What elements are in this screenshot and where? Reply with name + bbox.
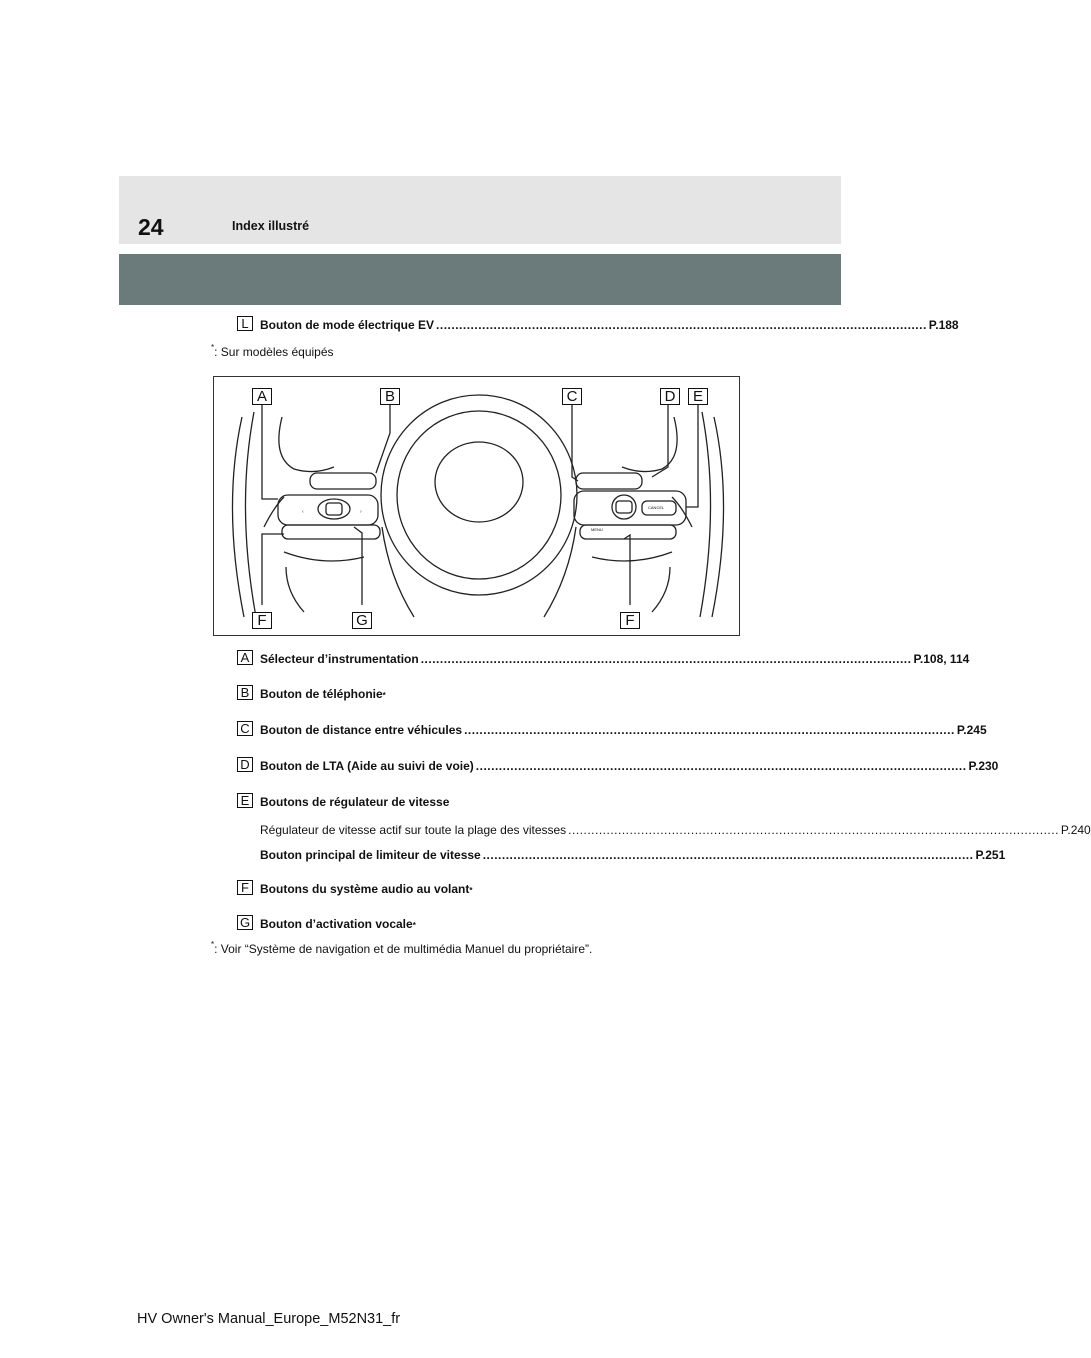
leader-dots: ................................................................................................................................ bbox=[420, 652, 912, 666]
right-arrow-glyph: › bbox=[360, 509, 362, 515]
entry-b: Bouton de téléphonie * bbox=[260, 687, 386, 701]
page-ref: P.108, 114 bbox=[913, 652, 970, 666]
figure-label-f-right: F bbox=[620, 612, 640, 629]
footnote-text: : Sur modèles équipés bbox=[214, 345, 334, 359]
section-title: Index illustré bbox=[232, 219, 310, 233]
letter-box-g: G bbox=[237, 915, 253, 930]
entry-a bbox=[260, 652, 970, 666]
left-arrow-glyph: ‹ bbox=[302, 509, 304, 515]
page-ref: P.188 bbox=[928, 318, 959, 332]
entry-g: Bouton d’activation vocale * bbox=[260, 917, 416, 931]
entry-label: Bouton de mode électrique EV bbox=[260, 318, 435, 332]
leader-dots: ................................................................................................................................ bbox=[464, 723, 955, 737]
letter-box-c: C bbox=[237, 721, 253, 736]
leader-dots: ................................................................................................................................ bbox=[475, 759, 967, 773]
leader-dots: ................................................................................................................................ bbox=[482, 848, 974, 862]
footnote-mark: * bbox=[211, 343, 215, 352]
entry-l bbox=[260, 318, 959, 332]
figure-label-e: E bbox=[688, 388, 708, 405]
letter-box-b: B bbox=[237, 685, 253, 700]
letter-box-f: F bbox=[237, 880, 253, 895]
entry-f: Boutons du système audio au volant * bbox=[260, 882, 473, 896]
sub-entry-limiter bbox=[260, 848, 1006, 862]
entry-label: Boutons de régulateur de vitesse bbox=[260, 795, 450, 809]
letter-box-a: A bbox=[237, 650, 253, 665]
page-number: 24 bbox=[138, 214, 164, 240]
entry-label: Boutons du système audio au volant bbox=[260, 882, 470, 896]
entry-label: Bouton de distance entre véhicules bbox=[260, 723, 463, 737]
figure-label-d: D bbox=[660, 388, 680, 405]
footnote-navigation bbox=[211, 942, 592, 956]
menu-switch-text: MENU bbox=[591, 527, 603, 532]
page-ref: P.245 bbox=[956, 723, 987, 737]
figure-label-b: B bbox=[380, 388, 400, 405]
entry-label: Bouton d’activation vocale bbox=[260, 917, 413, 931]
entry-label: Bouton principal de limiteur de vitesse bbox=[260, 848, 481, 862]
letter-box-e: E bbox=[237, 793, 253, 808]
footnote-equipped bbox=[211, 345, 334, 359]
figure-label-g: G bbox=[352, 612, 372, 629]
letter-box-l: L bbox=[237, 316, 253, 331]
page-ref: P.230 bbox=[968, 759, 999, 773]
page-footer: HV Owner's Manual_Europe_M52N31_fr bbox=[137, 1311, 401, 1327]
header-band bbox=[119, 254, 841, 305]
letter-box-d: D bbox=[237, 757, 253, 772]
entry-c bbox=[260, 723, 987, 737]
leader-dots: ................................................................................................................................ bbox=[436, 318, 927, 332]
entry-label: Bouton de LTA (Aide au suivi de voie) bbox=[260, 759, 474, 773]
footnote-text: : Voir “Système de navigation et de multimédia Manuel du propriétaire”. bbox=[214, 942, 593, 956]
entry-label: Régulateur de vitesse actif sur toute la plage des vitesses bbox=[260, 823, 567, 837]
page-ref: P.251 bbox=[975, 848, 1006, 862]
footnote-mark: * bbox=[211, 940, 215, 949]
entry-d bbox=[260, 759, 999, 773]
page-ref: P.240 bbox=[1060, 823, 1091, 837]
entry-label: Bouton de téléphonie bbox=[260, 687, 383, 701]
figure-label-c: C bbox=[562, 388, 582, 405]
figure-label-f-left: F bbox=[252, 612, 272, 629]
figure-label-a: A bbox=[252, 388, 272, 405]
leader-dots: ................................................................................................................................ bbox=[568, 823, 1059, 837]
page-header bbox=[119, 176, 841, 244]
cancel-switch-text: CANCEL bbox=[648, 505, 665, 510]
entry-e bbox=[260, 795, 722, 809]
entry-label: Sélecteur d’instrumentation bbox=[260, 652, 419, 666]
sub-entry-acc bbox=[260, 823, 1091, 837]
steering-wheel-figure bbox=[213, 376, 740, 636]
